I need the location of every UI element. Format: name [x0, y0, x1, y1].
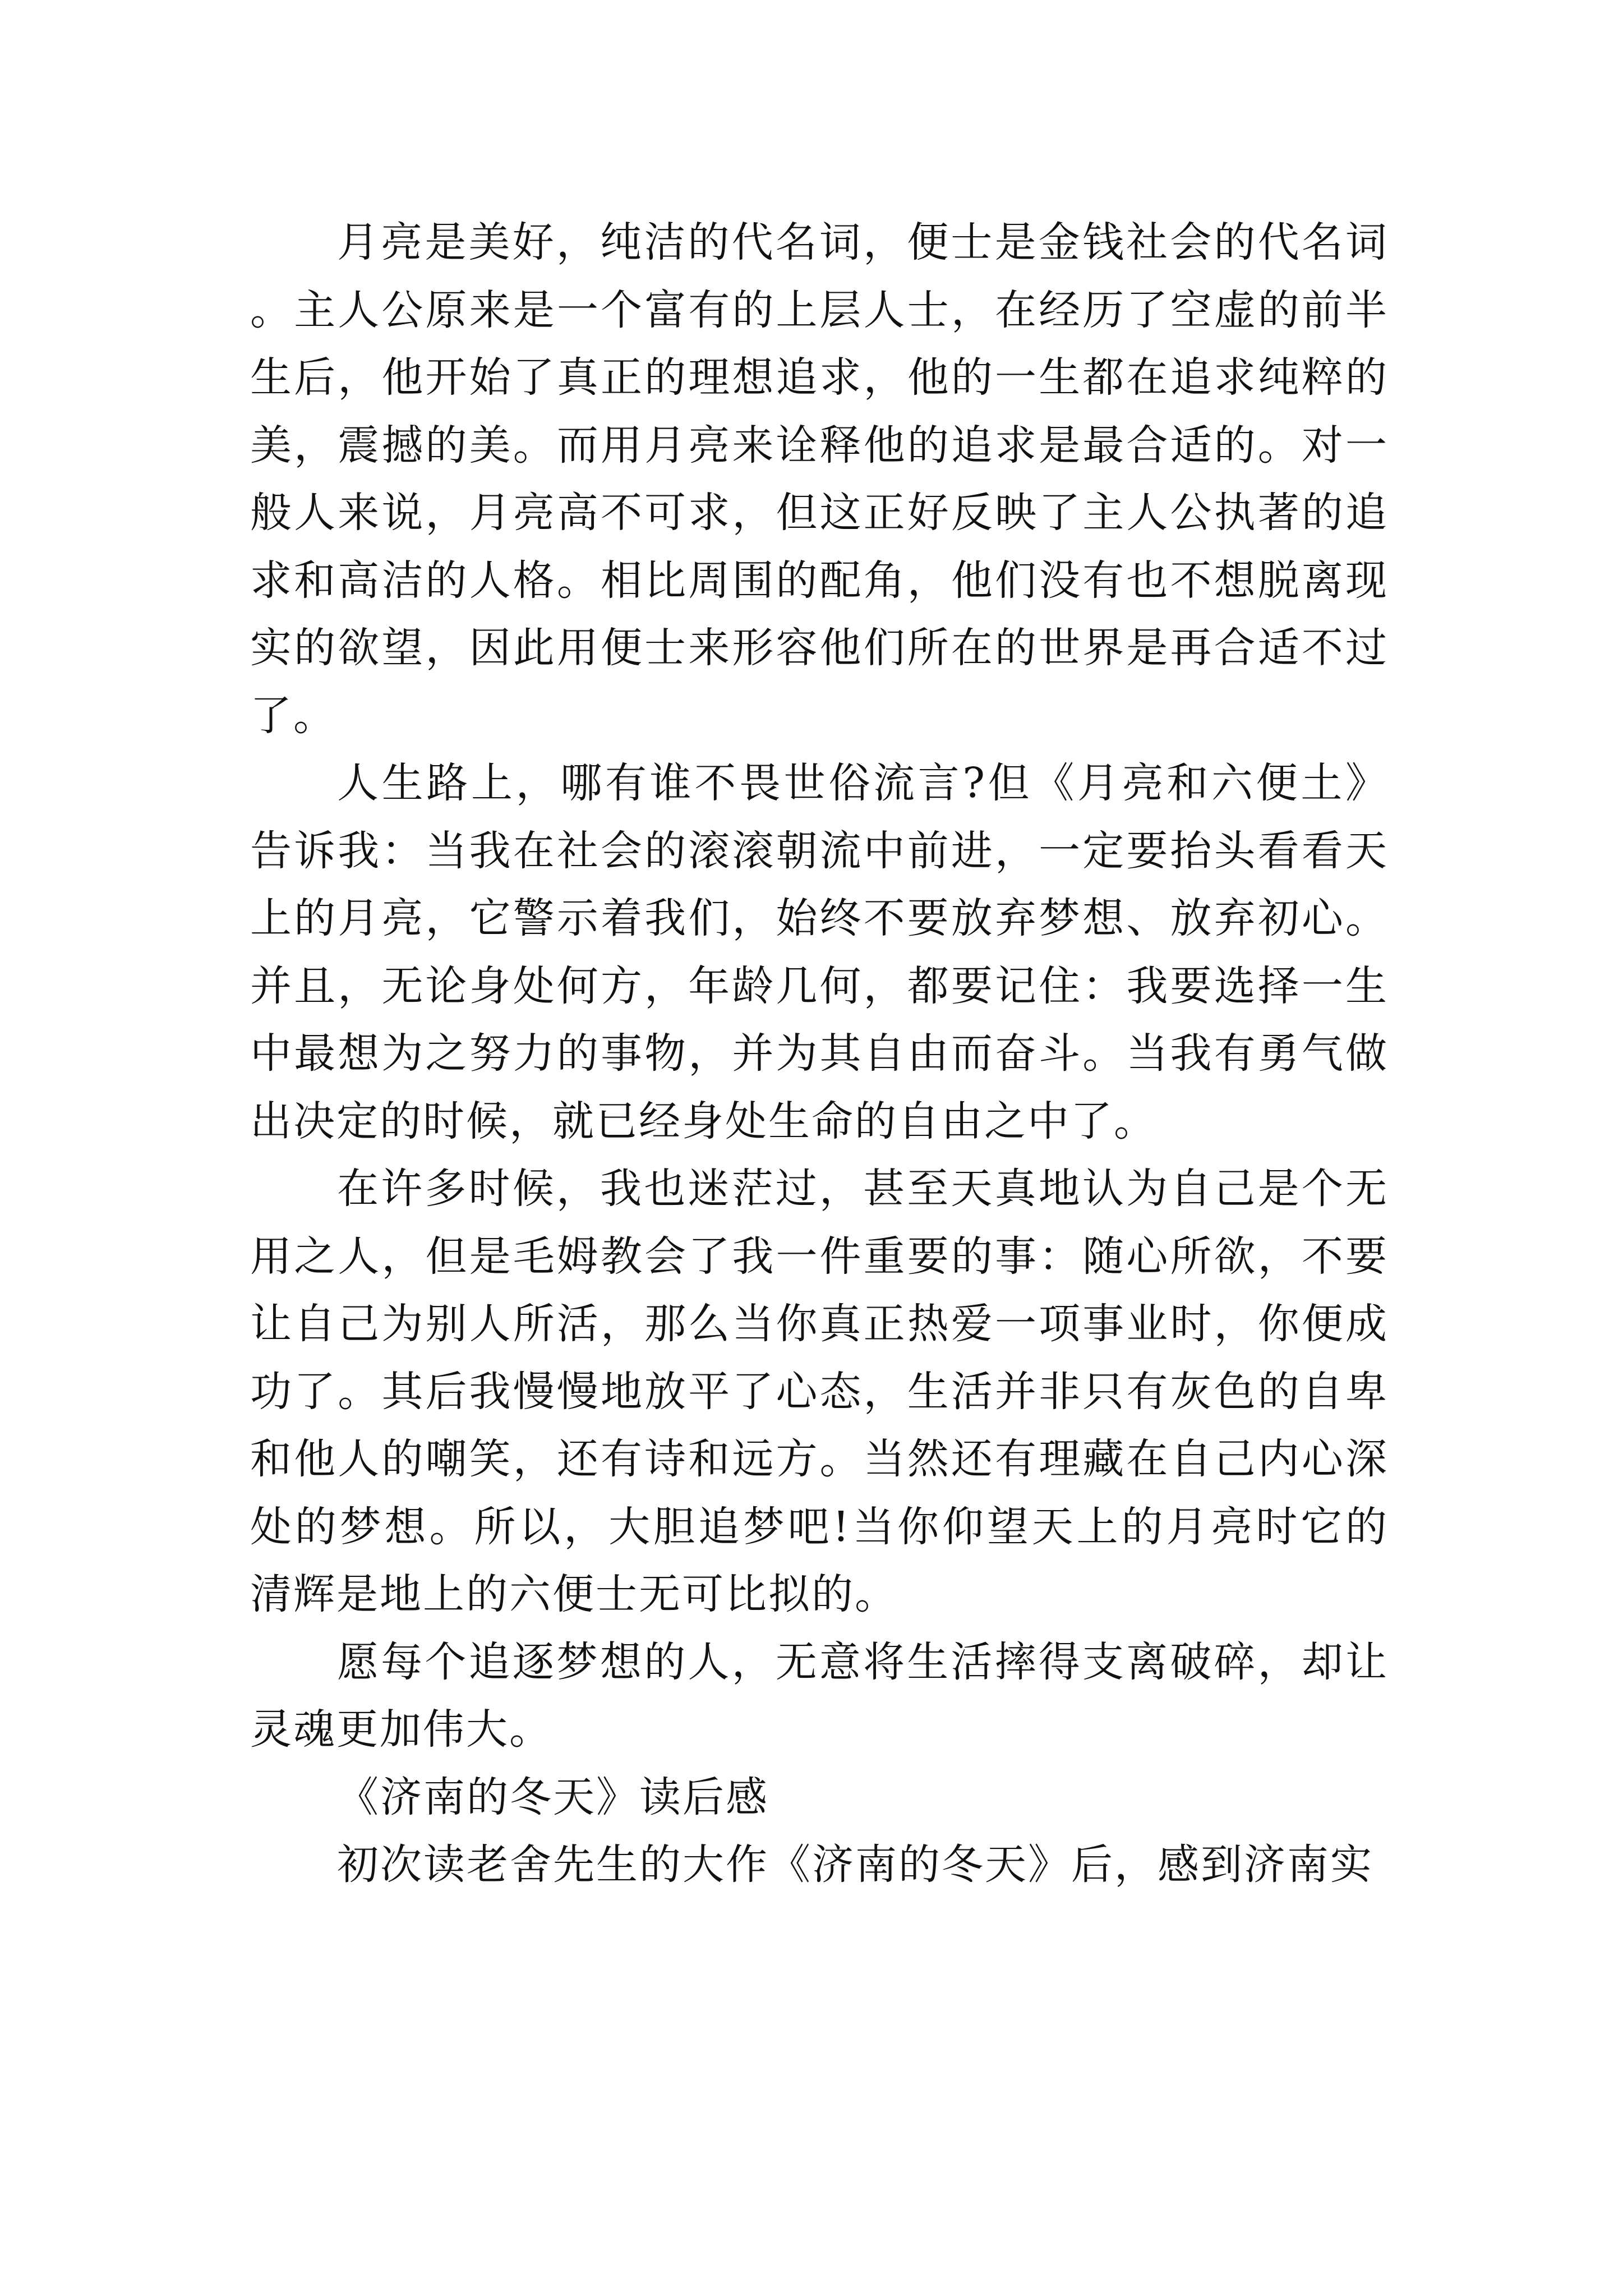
paragraph-life-road: 人生路上，哪有谁不畏世俗流言?但《月亮和六便土》告诉我：当我在社会的滚滚朝流中前进，一定要抬头看看天上的月亮，它警示着我们，始终不要放弃梦想、放弃初心。并且，无论身处何方，年龄几何，都要记住：我要选择一生中最想为之努力的事物，并为其自由而奋斗。当我有勇气做出决定的时候，就已经身处生命的自由之中了。: [250, 759, 1389, 1145]
paragraph-moon-and-sixpence-meaning: 月亮是美好，纯洁的代名词，便士是金钱社会的代名词。主人公原来是一个富有的上层人士，在经历了空虚的前半生后，他开始了真正的理想追求，他的一生都在追求纯粹的美，震撼的美。而用月亮来诠释他的追求是最合适的。对一般人来说，月亮高不可求，但这正好反映了主人公执著的追求和高洁的人格。相比周围的配角，他们没有也不想脱离现实的欲望，因此用便士来形容他们所在的世界是再合适不过了。: [250, 218, 1389, 740]
paragraph-jinan-winter-intro: 初次读老舍先生的大作《济南的冬天》后，感到济南实: [337, 1841, 1373, 1889]
paragraph-confusion: 在许多时候，我也迷茫过，甚至天真地认为自己是个无用之人，但是毛姆教会了我一件重要的事：随心所欲，不要让自己为别人所活，那么当你真正热爱一项事业时，你便成功了。其后我慢慢地放平了心态，生活并非只有灰色的自卑和他人的嘲笑，还有诗和远方。当然还有理藏在自己内心深处的梦想。所以，大胆追梦吧!当你仰望天上的月亮时它的清辉是地上的六便士无可比拟的。: [250, 1165, 1389, 1618]
section-title: 《济南的冬天》读后感: [337, 1773, 769, 1821]
paragraph-wish: 愿每个追逐梦想的人，无意将生活摔得支离破碎，却让灵魂更加伟大。: [250, 1637, 1389, 1754]
document-body: [250, 209, 1389, 1899]
